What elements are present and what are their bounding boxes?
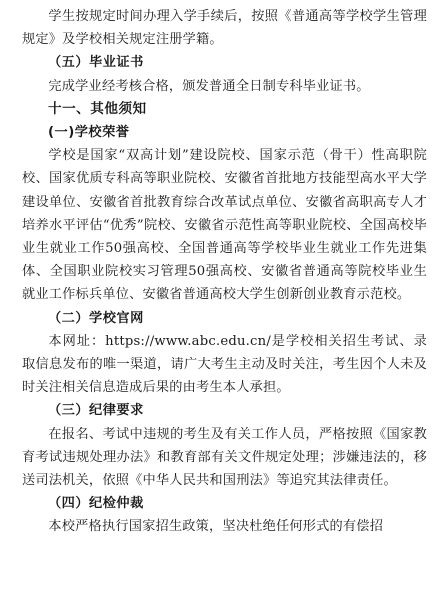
graduation-certificate-heading: （五）毕业证书 (48, 55, 144, 71)
discipline-requirements-heading: （三）纪律要求 (48, 403, 144, 419)
school-honors-paragraph: 学校是国家“双高计划”建设院校、国家示范（骨干）性高职院校、国家优质专科高等职业院校、安徽省首批地方技能型高水平大学建设单位、安徽省首批教育综合改革试点单位、安徽省高职高专人才培养水平评估“优秀”院校、安徽省示范性高等职业院校、全国高校毕业生就业工作50强高校、全国普通高等学校毕业生就业工作先进集体、全国职业院校实习管理50强高校、安徽省普通高等院校毕业生就业工作标兵单位、安徽省普通高校大学生创新创业教育示范校。 (22, 148, 427, 303)
graduation-paragraph: 完成学业经考核合格，颁发普通全日制专科毕业证书。 (48, 78, 370, 94)
inspection-arbitration-heading: （四）纪检仲裁 (48, 496, 144, 512)
section-other-notes-heading: 十一、其他须知 (48, 100, 147, 117)
official-website-paragraph: 本网址：https://www.abc.edu.cn/是学校相关招生考试、录取信息发布的唯一渠道，请广大考生主动及时关注，考生因个人未及时关注相关信息造成后果的由考生本人承担。 (22, 333, 427, 396)
registration-paragraph: 学生按规定时间办理入学手续后，按照《普通高等学校学生管理规定》及学校相关规定注册学籍。 (22, 9, 427, 48)
discipline-paragraph: 在报名、考试中违规的考生及有关工作人员，严格按照《国家教育考试违规处理办法》和教育部有关文件规定处理；涉嫌违法的，移送司法机关，依照《中华人民共和国刑法》等追究其法律责任。 (22, 426, 427, 489)
official-website-heading: （二）学校官网 (48, 310, 144, 326)
school-honors-heading: (一)学校荣誉 (48, 125, 130, 141)
inspection-paragraph: 本校严格执行国家招生政策，坚决杜绝任何形式的有偿招 (48, 519, 384, 535)
